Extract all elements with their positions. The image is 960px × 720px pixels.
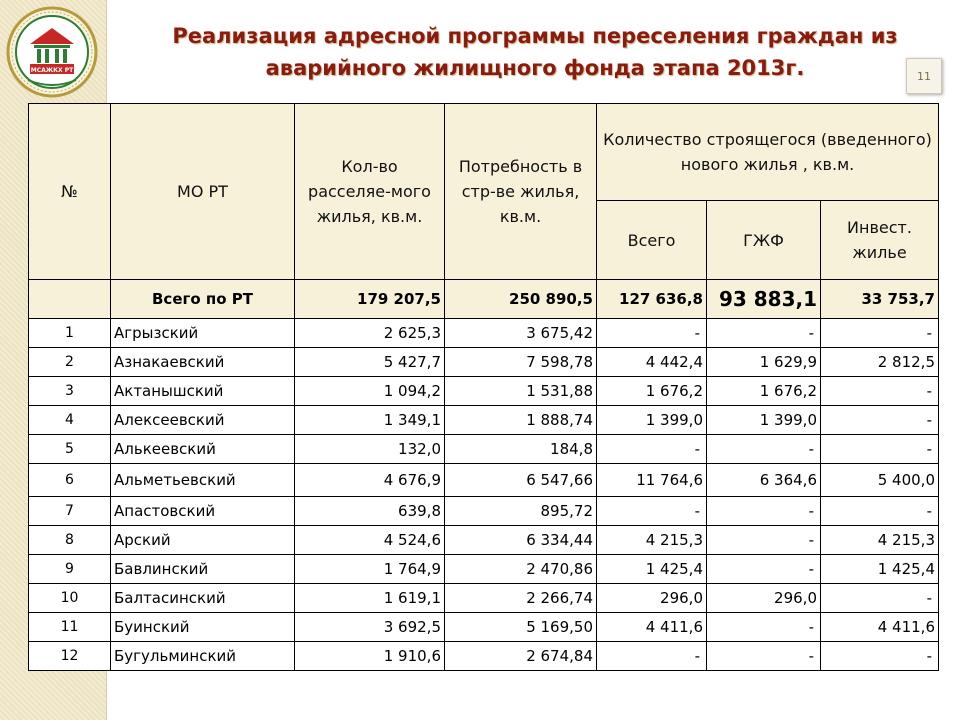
row-number: 8 <box>29 526 111 555</box>
row-built-invest: - <box>821 584 939 613</box>
page-title-line1: Реализация адресной программы переселения граждан из <box>172 24 898 48</box>
row-built-invest: 2 812,5 <box>821 348 939 377</box>
table-row <box>29 526 939 555</box>
row-number: 12 <box>29 642 111 671</box>
table-row <box>29 555 939 584</box>
page-number-badge <box>906 58 942 94</box>
row-built-gzhf: - <box>707 642 821 671</box>
row-built-total: 296,0 <box>597 584 707 613</box>
row-need: 895,72 <box>445 497 597 526</box>
svg-text:МСАЖКХ РТ: МСАЖКХ РТ <box>30 67 74 74</box>
row-need: 2 266,74 <box>445 584 597 613</box>
row-need: 184,8 <box>445 435 597 464</box>
row-resettled: 1 619,1 <box>295 584 445 613</box>
header-need: Потребность в стр-ве жилья, кв.м. <box>445 104 597 280</box>
row-resettled: 5 427,7 <box>295 348 445 377</box>
row-number: 9 <box>29 555 111 584</box>
table-row <box>29 613 939 642</box>
row-built-gzhf: - <box>707 435 821 464</box>
header-built-total: Всего <box>597 201 707 280</box>
row-municipality: Бавлинский <box>111 555 295 584</box>
page-number: 11 <box>917 69 931 83</box>
row-built-gzhf: 6 364,6 <box>707 464 821 497</box>
row-number: 11 <box>29 613 111 642</box>
row-municipality: Балтасинский <box>111 584 295 613</box>
row-resettled: 132,0 <box>295 435 445 464</box>
row-built-gzhf: 1 676,2 <box>707 377 821 406</box>
header-resettled: Кол-во расселяе-мого жилья, кв.м. <box>295 104 445 280</box>
row-built-invest: - <box>821 497 939 526</box>
row-resettled: 1 764,9 <box>295 555 445 584</box>
row-resettled: 4 676,9 <box>295 464 445 497</box>
row-municipality: Буинский <box>111 613 295 642</box>
row-built-total: 1 425,4 <box>597 555 707 584</box>
row-need: 2 674,84 <box>445 642 597 671</box>
row-resettled: 3 692,5 <box>295 613 445 642</box>
row-number: 4 <box>29 406 111 435</box>
row-resettled: 639,8 <box>295 497 445 526</box>
row-number: 5 <box>29 435 111 464</box>
page-title-line2: аварийного жилищного фонда этапа 2013г. <box>265 56 805 80</box>
row-need: 3 675,42 <box>445 319 597 348</box>
row-built-gzhf: 1 629,9 <box>707 348 821 377</box>
row-built-total: 11 764,6 <box>597 464 707 497</box>
row-built-invest: - <box>821 319 939 348</box>
resettlement-table <box>28 103 939 671</box>
header-built: Количество строящегося (введенного) нового жилья , кв.м. <box>597 104 939 201</box>
header-mo: МО РТ <box>111 104 295 280</box>
row-built-invest: 1 425,4 <box>821 555 939 584</box>
row-resettled: 4 524,6 <box>295 526 445 555</box>
table-row <box>29 406 939 435</box>
row-municipality: Агрызский <box>111 319 295 348</box>
table-row <box>29 348 939 377</box>
total-invest: 33 753,7 <box>821 280 939 319</box>
total-need: 250 890,5 <box>445 280 597 319</box>
row-built-gzhf: 1 399,0 <box>707 406 821 435</box>
row-number: 1 <box>29 319 111 348</box>
page-title <box>120 20 950 84</box>
table-row <box>29 642 939 671</box>
row-built-total: 4 411,6 <box>597 613 707 642</box>
row-built-invest: - <box>821 435 939 464</box>
total-resettled: 179 207,5 <box>295 280 445 319</box>
row-built-invest: - <box>821 406 939 435</box>
row-need: 5 169,50 <box>445 613 597 642</box>
header-row-1 <box>29 104 939 201</box>
table-row <box>29 435 939 464</box>
row-need: 2 470,86 <box>445 555 597 584</box>
row-built-invest: - <box>821 642 939 671</box>
row-municipality: Апастовский <box>111 497 295 526</box>
total-built: 127 636,8 <box>597 280 707 319</box>
row-built-gzhf: - <box>707 319 821 348</box>
row-built-total: - <box>597 642 707 671</box>
row-municipality: Бугульминский <box>111 642 295 671</box>
total-num <box>29 280 111 319</box>
row-built-invest: 4 215,3 <box>821 526 939 555</box>
row-built-gzhf: - <box>707 497 821 526</box>
row-built-invest: 4 411,6 <box>821 613 939 642</box>
row-built-total: 4 215,3 <box>597 526 707 555</box>
row-municipality: Азнакаевский <box>111 348 295 377</box>
row-built-total: - <box>597 319 707 348</box>
row-built-gzhf: - <box>707 613 821 642</box>
table-row <box>29 464 939 497</box>
total-gzhf: 93 883,1 <box>707 280 821 319</box>
total-label: Всего по РТ <box>111 280 295 319</box>
header-built-invest: Инвест. жилье <box>821 201 939 280</box>
row-number: 2 <box>29 348 111 377</box>
row-number: 3 <box>29 377 111 406</box>
row-municipality: Альметьевский <box>111 464 295 497</box>
table-row <box>29 584 939 613</box>
table-body <box>29 319 939 671</box>
table-row <box>29 319 939 348</box>
row-number: 6 <box>29 464 111 497</box>
row-need: 7 598,78 <box>445 348 597 377</box>
row-built-total: 1 399,0 <box>597 406 707 435</box>
table-row <box>29 377 939 406</box>
row-municipality: Алькеевский <box>111 435 295 464</box>
row-resettled: 1 910,6 <box>295 642 445 671</box>
row-municipality: Актанышский <box>111 377 295 406</box>
row-municipality: Алексеевский <box>111 406 295 435</box>
row-resettled: 1 094,2 <box>295 377 445 406</box>
row-need: 6 334,44 <box>445 526 597 555</box>
row-resettled: 2 625,3 <box>295 319 445 348</box>
header-num: № <box>29 104 111 280</box>
row-built-gzhf: - <box>707 555 821 584</box>
row-municipality: Арский <box>111 526 295 555</box>
row-need: 1 888,74 <box>445 406 597 435</box>
row-resettled: 1 349,1 <box>295 406 445 435</box>
row-built-total: - <box>597 497 707 526</box>
row-built-gzhf: - <box>707 526 821 555</box>
row-built-total: 4 442,4 <box>597 348 707 377</box>
total-row <box>29 280 939 319</box>
row-built-invest: - <box>821 377 939 406</box>
header-built-gzhf: ГЖФ <box>707 201 821 280</box>
table-row <box>29 497 939 526</box>
row-number: 10 <box>29 584 111 613</box>
row-built-gzhf: 296,0 <box>707 584 821 613</box>
row-built-total: - <box>597 435 707 464</box>
row-number: 7 <box>29 497 111 526</box>
row-need: 6 547,66 <box>445 464 597 497</box>
ministry-emblem-icon <box>6 6 98 98</box>
row-built-total: 1 676,2 <box>597 377 707 406</box>
row-built-invest: 5 400,0 <box>821 464 939 497</box>
row-need: 1 531,88 <box>445 377 597 406</box>
